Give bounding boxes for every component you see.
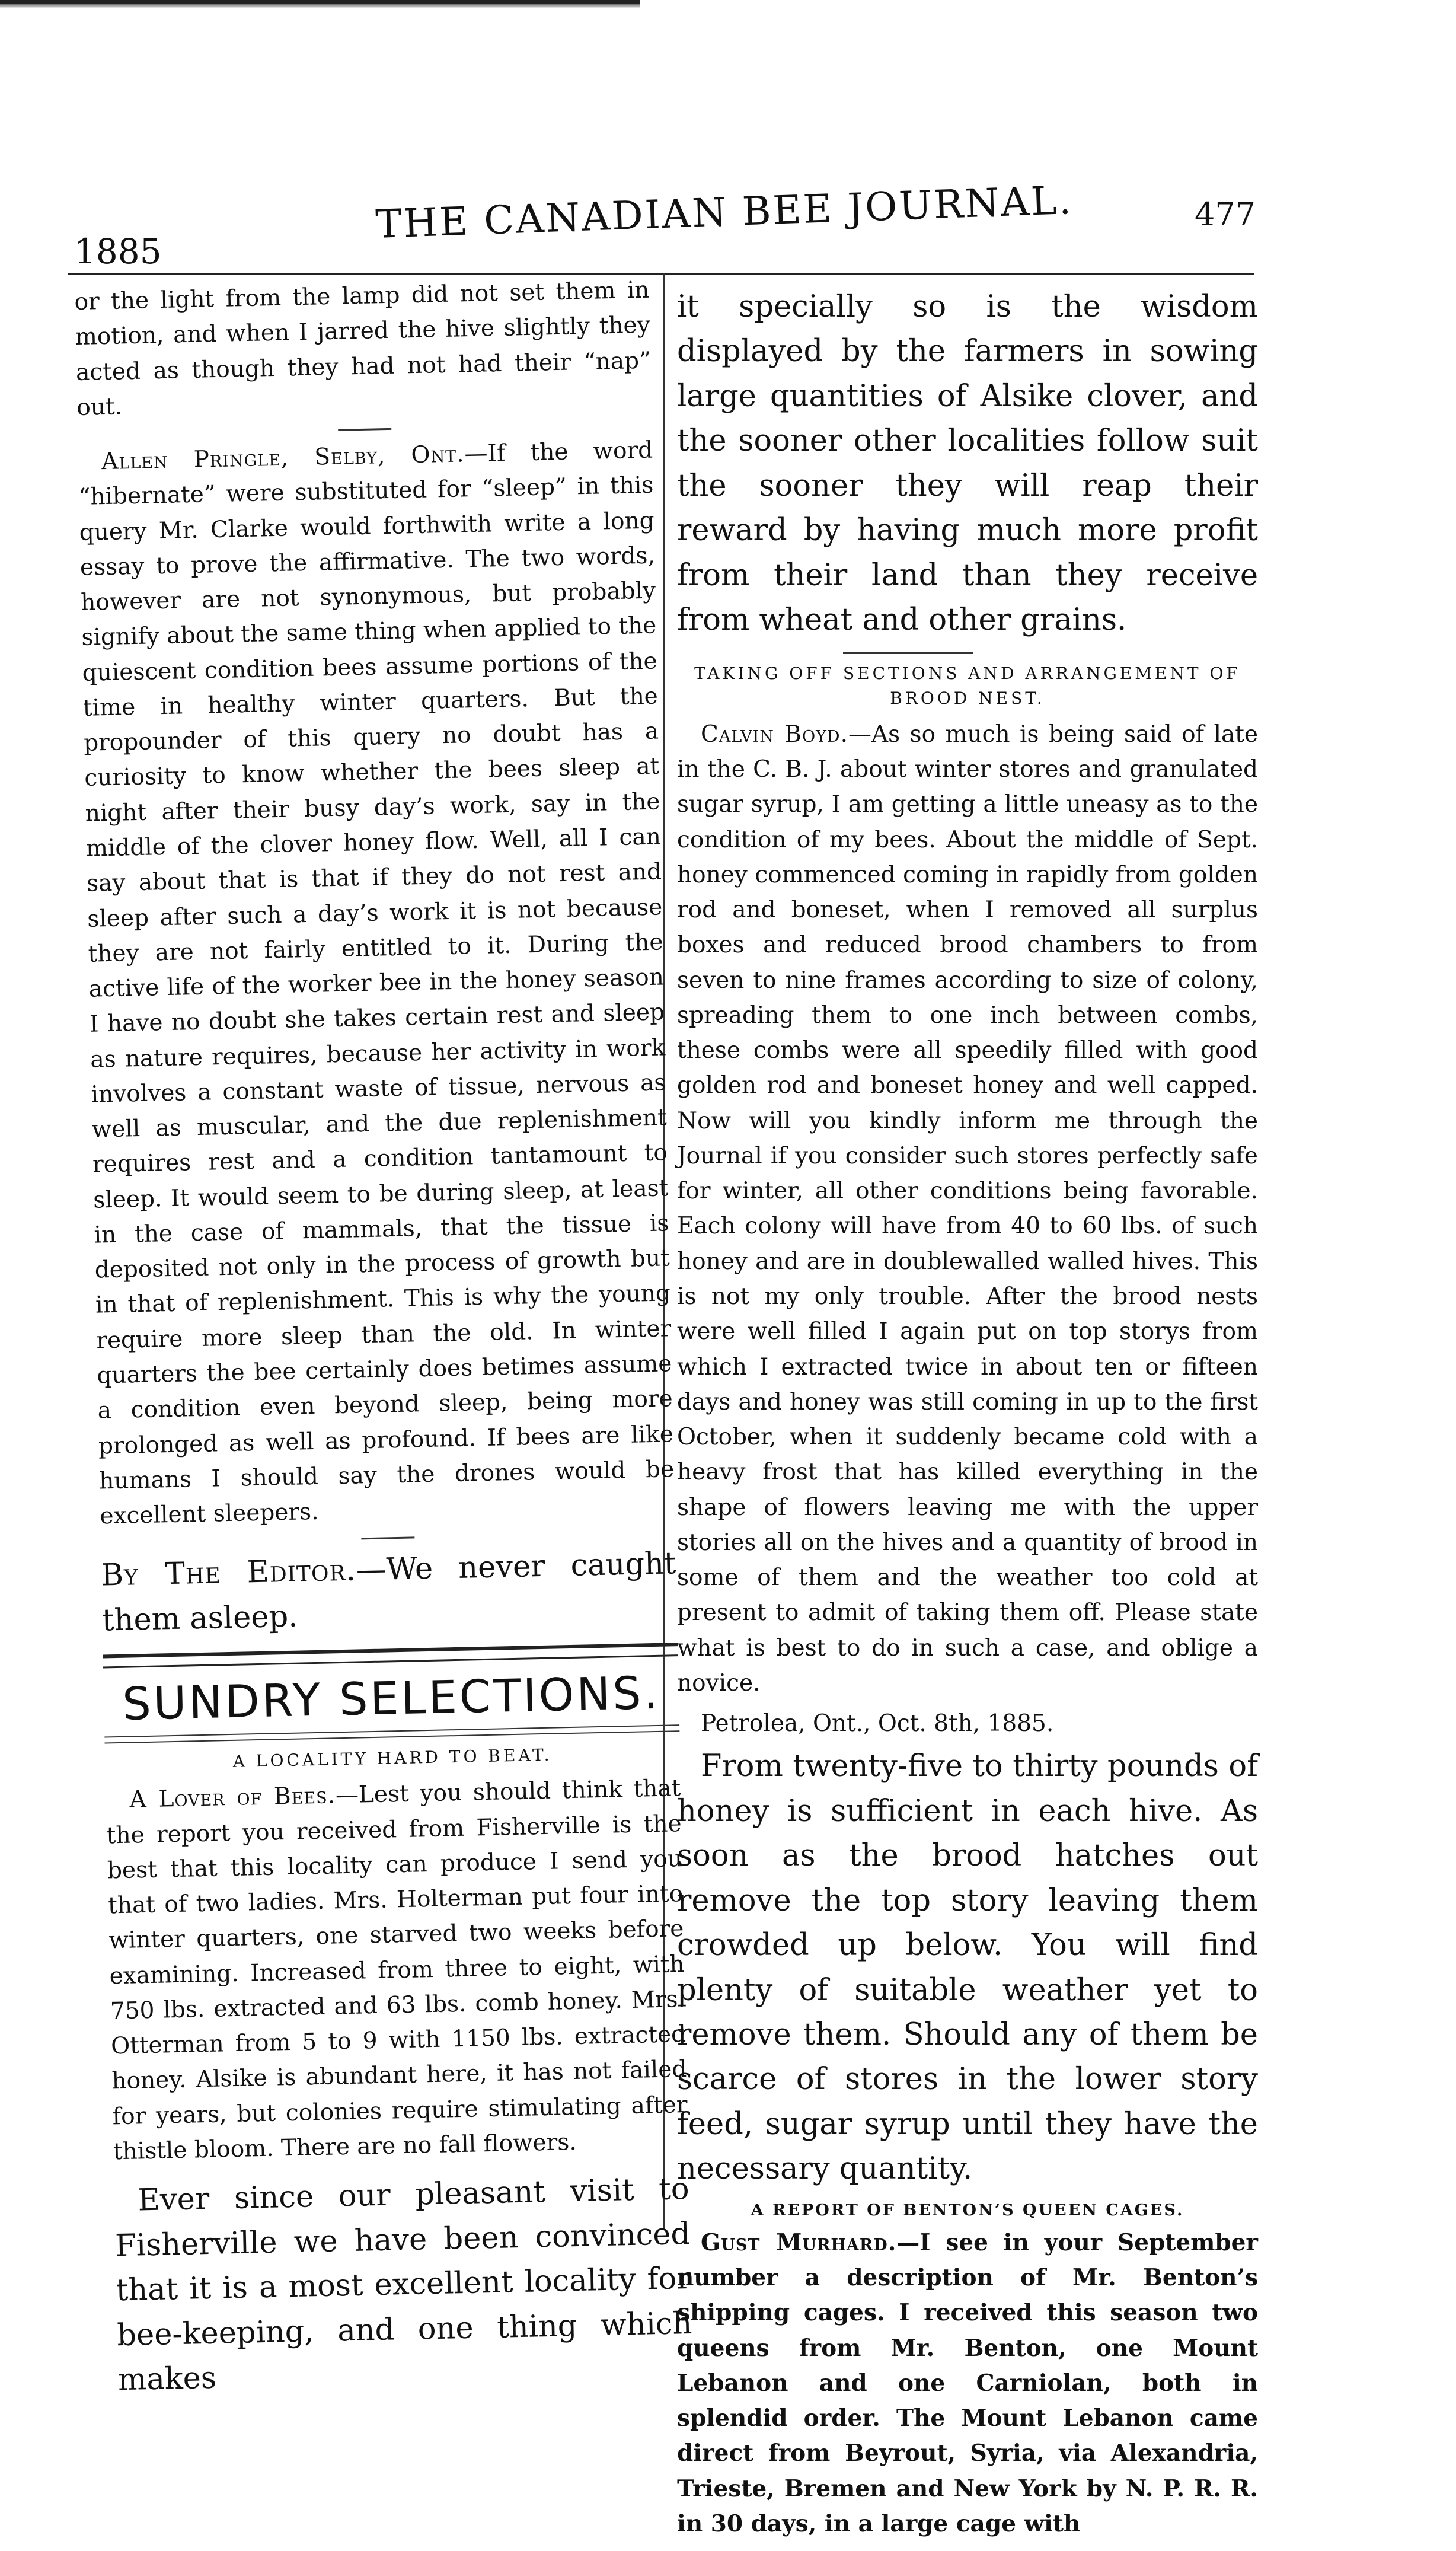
author-name: Calvin Boyd. xyxy=(701,720,848,748)
reply-text: —If the word “hibernate” were substituted for “sleep” in this query Mr. Clarke would forthwith write a long essay to prove the affirmative. The two words, however are not synonymous, but probably signify about the same thing when applied to the quiescent condition bees assume portions of the time in healthy winter quarters. But the propounder of this query no doubt has a curiosity to know whether the bees sleep at night after their busy day’s work, say in the middle of the clover honey flow. Well, all I can say about that is that if they do not rest and sleep after such a day’s work it is not because they are not fairly entitled to it. During the active life of the worker bee in the honey season I have no doubt she takes certain rest and sleep as nature requires, because her activity in work involves a constant waste of tissue, nervous as well as muscular, and the due replenishment requires rest and a condition tantamount to sleep. It would seem to be during sleep, at least in the case of mammals, that the tissue is deposited not only in the process of growth but in that of replenishment. This is why the young require more sleep than the old. In winter quarters the bee certainly does betimes assume a condition even beyond sleep, being more prolonged as well as profound. If bees are like humans I should say the drones would be excellent sleepers. xyxy=(78,436,675,1530)
article-subheading: A REPORT OF BENTON’S QUEEN CAGES. xyxy=(751,2201,1184,2220)
letter-text: —As so much is being said of late in the C. B. J. about winter stores and granulated sugar syrup, I am getting a little uneasy as to the condition of my bees. About the middle of Sept. honey commenced coming in rapidly from golden rod and boneset, when I removed all surplus boxes and reduced brood chambers to from seven to nine frames according to size of colony, spreading them to one inch between combs, these combs were all speedily filled with good golden rod and boneset honey and well capped. Now will you kindly inform me through the Journal if you consider such stores perfectly safe for winter, all other conditions being favorable. Each colony will have from 40 to 60 lbs. of such honey and are in doublewalled walled hives. This is not my only trouble. After the brood nests were well filled I again put on top storys from which I extracted twice in about ten or fifteen days and honey was still coming in up to the first October, when it suddenly became cold with a heavy frost that has killed everything in the shape of flowers leaving me with the upper stories all on the hives and a quantity of brood in some of them and the weather too cold at present to admit of taking them off. Please state what is best to do in such a case, and oblige a novice. xyxy=(677,720,1258,1697)
separator-rule xyxy=(843,652,973,654)
article-subheading: TAKING OFF SECTIONS AND ARRANGEMENT OF BROOD NEST. xyxy=(694,663,1241,708)
article-subheading: A LOCALITY HARD TO BEAT. xyxy=(232,1745,553,1772)
editor-answer: From twenty-five to thirty pounds of honey is sufficient in each hive. As soon as the brood hatches out remove the top story leaving them crowded up below. You will find plenty of suitable weather yet to remove them. Should any of them be scarce of stores in the lower story feed, sugar syrup until they have the necessary quantity. xyxy=(677,1749,1258,2187)
pringle-reply xyxy=(78,433,675,1534)
author-name: Allen Pringle, Selby, Ont. xyxy=(101,441,465,476)
letter-text: —I see in your September number a description of Mr. Benton’s shipping cages. I received this season two queens from Mr. Benton, one Mount Lebanon and one Carniolan, both in splendid order. The Mount Lebanon came direct from Beyrout, Syria, via Alexandria, Trieste, Bremen and New York by N. P. R. R. in 30 days, in a large cage with xyxy=(677,2228,1258,2537)
editor-response: Ever since our pleasant visit to Fisherville we have been convinced that it is a most excellent locality for bee-keeping, and one thing which makes xyxy=(114,2171,692,2398)
left-column xyxy=(74,273,694,2412)
page-number: 477 xyxy=(1195,196,1256,233)
page-header xyxy=(68,177,1256,272)
reply-text: —We never caught them asleep. xyxy=(101,1546,677,1638)
editor-reply xyxy=(101,1542,678,1643)
section-title: SUNDRY SELECTIONS. xyxy=(122,1666,661,1731)
header-year: 1885 xyxy=(74,231,162,272)
letter-text: —Lest you should think that the report you received from Fisherville is the best that this locality can produce I send you that of two ladies. Mrs. Holterman put four into winter quarters, one starved two weeks before examining. Increased from three to eight, with 750 lbs. extracted and 63 lbs. comb honey. Mrs. Otterman from 5 to 9 with 1150 lbs. extracted honey. Alsike is abundant here, it has not failed for years, but colonies require stimulating after thistle bloom. There are no fall flowers. xyxy=(106,1775,688,2166)
author-name: A Lover of Bees. xyxy=(129,1782,336,1813)
top-scan-edge xyxy=(0,0,640,8)
author-name: Gust Murhard. xyxy=(701,2228,897,2256)
journal-title: THE CANADIAN BEE JOURNAL. xyxy=(375,177,1074,247)
lover-of-bees-letter xyxy=(106,1771,688,2169)
section-rule xyxy=(103,1643,678,1668)
author-name: By The Editor. xyxy=(100,1552,357,1593)
murhard-letter xyxy=(677,2225,1258,2542)
separator-dash xyxy=(338,428,391,431)
calvin-boyd-letter xyxy=(677,717,1258,1701)
right-column xyxy=(677,285,1258,2551)
letter-signature: Petrolea, Ont., Oct. 8th, 1885. xyxy=(701,1710,1054,1737)
left-paragraph-continued: or the light from the lamp did not set them in motion, and when I jarred the hive slightly they acted as though they had not had their “nap” out. xyxy=(74,276,652,421)
separator-dash xyxy=(361,1537,414,1540)
right-paragraph-continued: it specially so is the wisdom displayed by the farmers in sowing large quantities of Alsike clover, and the sooner other localities follow suit the sooner they will reap their reward by having much more profit from their land than they receive from wheat and other grains. xyxy=(677,289,1258,638)
header-rule xyxy=(68,273,1254,275)
